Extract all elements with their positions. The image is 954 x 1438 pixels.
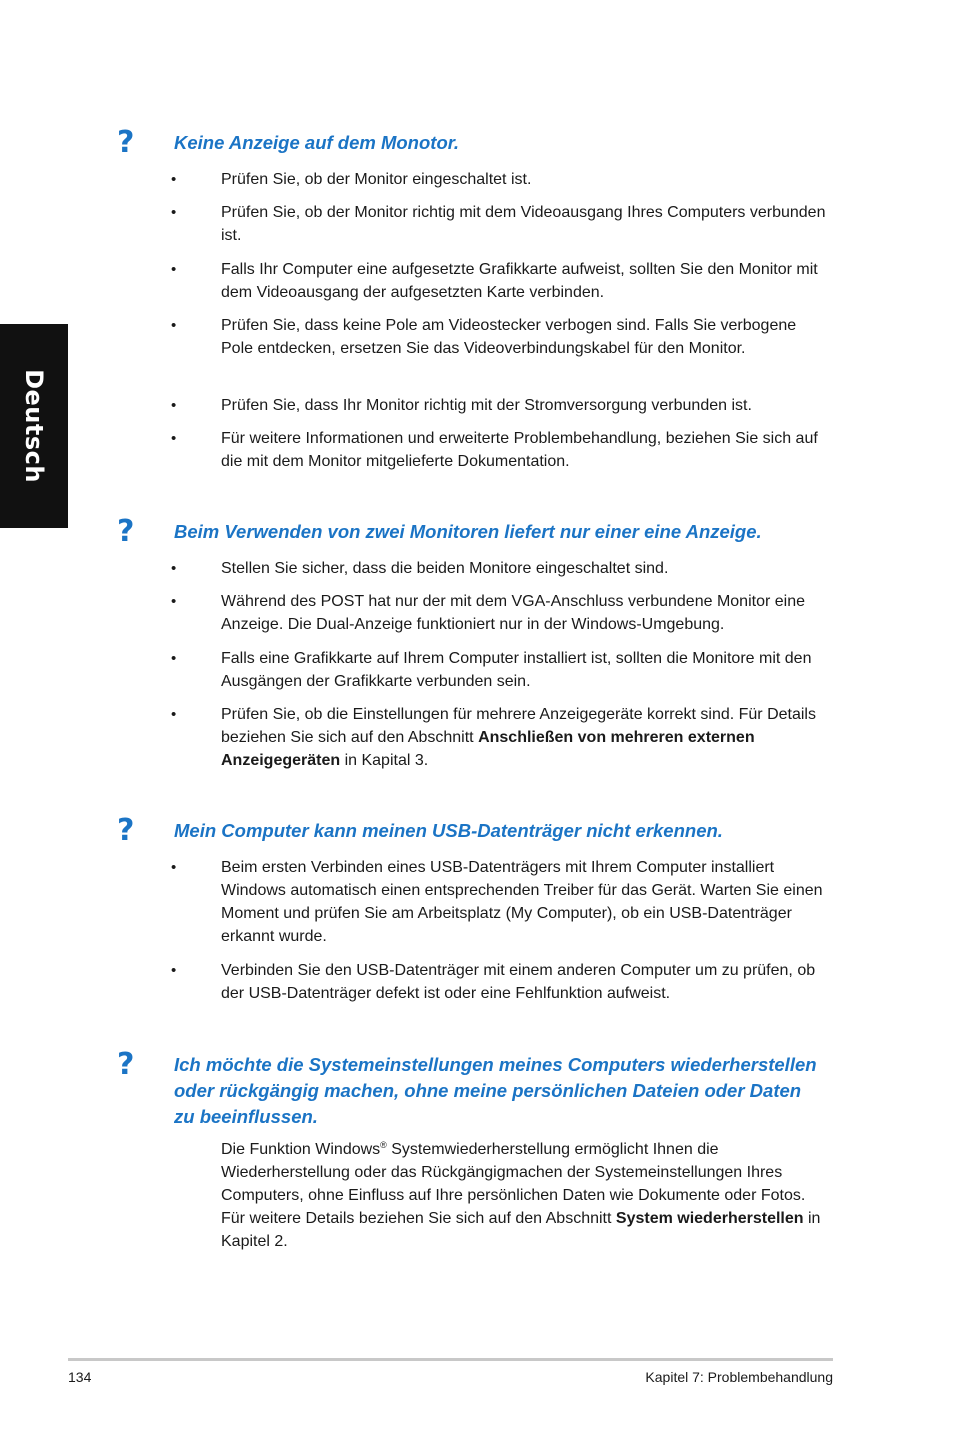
list-item-text: Falls Ihr Computer eine aufgesetzte Grafikkarte aufweist, sollten Sie den Monitor mit dem Videoausgang der aufgesetzten Karte verbinden. (221, 261, 818, 301)
bullet: • (171, 962, 177, 979)
list-item-text: Beim ersten Verbinden eines USB-Datenträgers mit Ihrem Computer installiert Windows automatisch einen entsprechenden Treiber für das Gerät. Warten Sie einen Moment und prüfen Sie am Arbeitsplatz (My Computer), ob ein USB-Datenträger erkannt wurde. (221, 859, 823, 945)
language-tab-label: Deutsch (20, 369, 48, 483)
faq-question-title: Mein Computer kann meinen USB-Datenträger nicht erkennen. (174, 820, 723, 841)
language-tab (0, 324, 68, 528)
list-item-text: Prüfen Sie, dass keine Pole am Videostecker verbogen sind. Falls Sie verbogene Pole entdecken, ersetzen Sie das Videoverbindungskabel für den Monitor. (221, 317, 797, 357)
list-item-text: Während des POST hat nur der mit dem VGA-Anschluss verbundene Monitor eine Anzeige. Die Dual-Anzeige funktioniert nur in der Windows-Umgebung. (221, 593, 805, 633)
bullet: • (171, 859, 177, 876)
section-reference: System wiederherstellen (615, 1210, 804, 1227)
list-item-text: Für weitere Informationen und erweiterte Problembehandlung, beziehen Sie sich auf die mit dem Monitor mitgelieferte Dokumentation. (221, 430, 818, 470)
bullet: • (171, 261, 177, 278)
faq-question-title: Keine Anzeige auf dem Monotor. (174, 132, 460, 153)
list-item-text: Prüfen Sie, ob der Monitor richtig mit dem Videoausgang Ihres Computers verbunden ist. (221, 204, 826, 244)
bullet: • (171, 317, 177, 334)
footer-divider (68, 1358, 833, 1361)
bullet: • (171, 397, 177, 414)
list-item-text: Prüfen Sie, ob die Einstellungen für mehrere Anzeigegeräte korrekt sind. Für Details beziehen Sie sich auf den Abschnitt Anschließen von mehreren externen Anzeigegeräten in Kapital 3. (221, 706, 816, 769)
list-item-text: Prüfen Sie, ob der Monitor eingeschaltet ist. (221, 171, 532, 188)
list-item-text: Stellen Sie sicher, dass die beiden Monitore eingeschaltet sind. (221, 560, 669, 577)
question-mark-icon: ? (117, 813, 135, 848)
answer-paragraph: Die Funktion Windows® Systemwiederherstellung ermöglicht Ihnen die Wiederherstellung oder das Rückgängigmachen der Systemeinstellungen Ihres Computers, ohne Einfluss auf Ihre persönlichen Daten wie Dokumente oder Fotos. Für weitere Details beziehen Sie sich auf den Abschnitt System wiederherstellen in Kapitel 2. (221, 1140, 821, 1250)
bullet: • (171, 593, 177, 610)
bullet: • (171, 560, 177, 577)
bullet: • (171, 430, 177, 447)
page-number: 134 (68, 1369, 92, 1385)
question-mark-icon: ? (117, 514, 135, 549)
list-item-text: Falls eine Grafikkarte auf Ihrem Computer installiert ist, sollten die Monitore mit den Ausgängen der Grafikkarte verbunden sein. (221, 650, 812, 690)
bullet: • (171, 706, 177, 723)
bullet: • (171, 171, 177, 188)
question-mark-icon: ? (117, 1047, 135, 1082)
faq-question-title: Ich möchte die Systemeinstellungen meines Computers wiederherstellen oder rückgängig machen, ohne meine persönlichen Dateien oder Daten zu beeinflussen. (174, 1054, 817, 1127)
list-item-text: Verbinden Sie den USB-Datenträger mit einem anderen Computer um zu prüfen, ob der USB-Datenträger defekt ist oder eine Fehlfunktion aufweist. (221, 962, 816, 1002)
bullet: • (171, 650, 177, 667)
question-mark-icon: ? (117, 125, 135, 160)
list-item-text: Prüfen Sie, dass Ihr Monitor richtig mit der Stromversorgung verbunden ist. (221, 397, 752, 414)
bullet: • (171, 204, 177, 221)
faq-question-title: Beim Verwenden von zwei Monitoren liefert nur einer eine Anzeige. (174, 521, 762, 542)
section-reference: Anschließen von mehreren externen Anzeigegeräten (221, 729, 755, 769)
chapter-title: Kapitel 7: Problembehandlung (645, 1369, 833, 1385)
registered-mark: ® (380, 1140, 387, 1150)
